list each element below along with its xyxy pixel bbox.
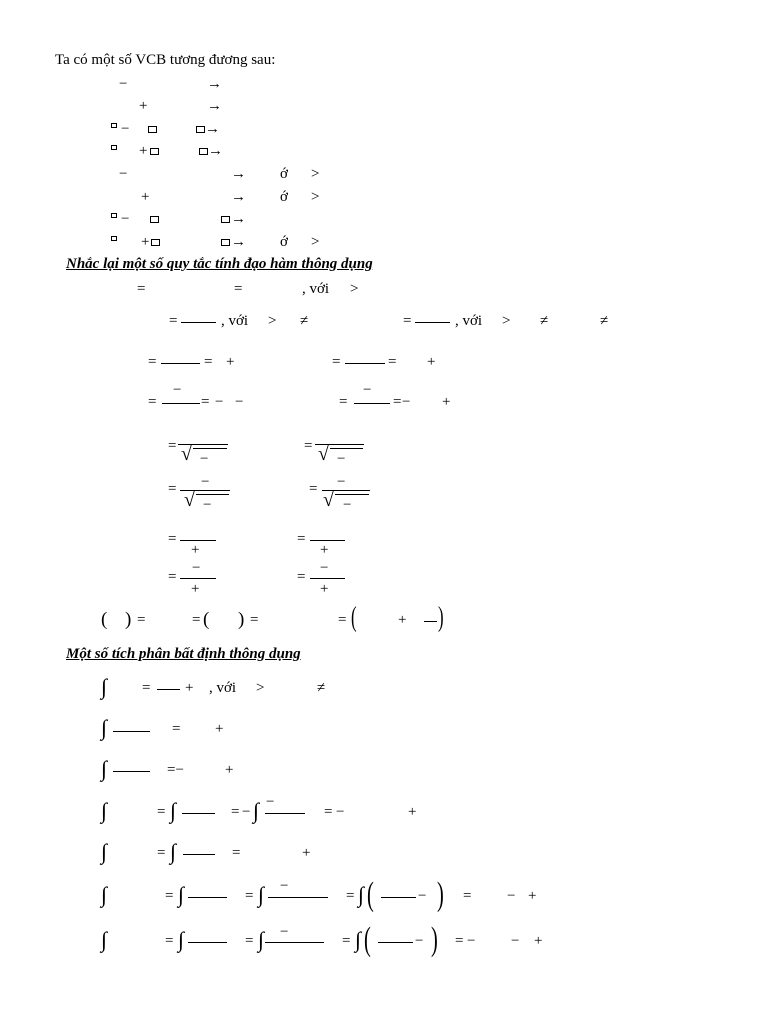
minus-sign: − [507,888,516,904]
minus-sign: − [363,382,372,398]
minus-sign: − [337,451,346,467]
integral-sign: ∫ [101,839,108,864]
equals-sign: = [304,438,313,454]
fraction-bar [161,363,200,364]
integral-sign: ∫ [101,882,108,907]
plus-sign: + [139,98,148,114]
equals-sign: = [137,281,146,297]
sqrt-sign: √ [323,489,334,511]
fraction-bar [354,403,390,404]
equals-sign: = [324,804,333,820]
plus-sign: + [442,394,451,410]
missing-glyph-box [148,126,157,133]
integral-sign: ∫ [170,798,177,823]
right-paren: ) [238,609,245,630]
equals-sign: = [339,394,348,410]
sqrt-sign: √ [318,443,329,465]
equals-sign: = [297,569,306,585]
fraction-bar [157,689,180,690]
right-paren: ) [125,609,132,630]
equals-sign: = [232,845,241,861]
not-equal-sign: ≠ [300,313,309,329]
equals-sign: = [148,394,157,410]
fraction-bar [188,942,227,943]
integral-sign: ∫ [258,927,265,952]
integral-sign: ∫ [178,882,185,907]
fraction-bar [180,578,216,579]
fraction-bar [381,897,416,898]
condition-text: , với [302,281,330,297]
section-heading-derivatives: Nhắc lại một số quy tắc tính đạo hàm thông dụng [66,256,373,272]
left-paren: ( [364,921,371,958]
plus-sign: + [141,189,150,205]
equals-sign: = [393,394,402,410]
minus-sign: − [173,382,182,398]
sqrt-sign: √ [181,443,192,465]
text-fragment: ớ [280,166,288,182]
fraction-bar [310,578,345,579]
missing-glyph-box [150,148,159,155]
arrow-symbol: → [231,234,246,250]
equals-sign: = [309,481,318,497]
text-fragment: ớ [280,234,288,250]
fraction-bar [188,897,227,898]
left-paren: ( [101,609,108,630]
greater-than-sign: > [350,281,359,297]
minus-sign: − [121,211,130,227]
radical-overline [330,448,363,449]
radical-overline [193,448,227,449]
equals-sign: = [148,354,157,370]
plus-sign: + [408,804,417,820]
equals-sign: = [297,531,306,547]
plus-sign: + [534,933,543,949]
plus-sign: + [141,234,150,250]
missing-glyph-box [221,216,230,223]
minus-sign: − [119,76,128,92]
plus-sign: + [398,612,407,628]
minus-sign: − [418,888,427,904]
integral-sign: ∫ [358,882,365,907]
left-paren: ( [203,609,210,630]
equals-sign: = [463,888,472,904]
plus-sign: + [427,354,436,370]
minus-sign: − [119,166,128,182]
equals-sign: = [338,612,347,628]
fraction-bar [183,854,215,855]
greater-than-sign: > [256,680,265,696]
arrow-symbol: → [207,76,222,92]
minus-sign: − [320,560,329,576]
equals-sign: = [332,354,341,370]
minus-sign: − [415,933,424,949]
missing-glyph-box [221,239,230,246]
text-fragment: ớ [280,189,288,205]
minus-sign: − [203,497,212,513]
plus-sign: + [320,542,329,558]
plus-sign: + [215,721,224,737]
fraction-bar [265,813,305,814]
left-paren: ( [367,876,374,913]
missing-glyph-box [111,145,117,150]
equals-sign: = [142,680,151,696]
integral-sign: ∫ [355,927,362,952]
minus-sign: − [266,794,275,810]
minus-sign: − [280,878,289,894]
minus-sign: − [467,933,476,949]
fraction-bar [113,771,150,772]
intro-text: Ta có một số VCB tương đương sau: [55,52,276,68]
integral-sign: ∫ [258,882,265,907]
equals-sign: = [245,888,254,904]
condition-text: , với [455,313,483,329]
not-equal-sign: ≠ [317,680,326,696]
fraction-bar [268,897,328,898]
right-paren: ) [437,876,444,913]
missing-glyph-box [151,239,160,246]
equals-sign: = [165,933,174,949]
missing-glyph-box [150,216,159,223]
fraction-bar [113,731,150,732]
plus-sign: + [528,888,537,904]
plus-sign: + [191,542,200,558]
greater-than-sign: > [268,313,277,329]
arrow-symbol: → [205,121,220,137]
integral-sign: ∫ [253,798,260,823]
equals-sign: = [157,804,166,820]
equals-sign: = [245,933,254,949]
integral-sign: ∫ [101,927,108,952]
minus-sign: − [235,394,244,410]
plus-sign: + [185,680,194,696]
arrow-symbol: → [208,143,223,159]
equals-minus-sign: =− [167,762,184,778]
equals-sign: = [231,804,240,820]
equals-sign: = [172,721,181,737]
fraction-bar [182,813,215,814]
arrow-symbol: → [207,98,222,114]
minus-sign: − [280,924,289,940]
equals-sign: = [192,612,201,628]
minus-sign: − [192,560,201,576]
plus-sign: + [139,143,148,159]
minus-sign: − [511,933,520,949]
equals-sign: = [169,313,178,329]
radical-overline [335,494,369,495]
equals-sign: = [157,845,166,861]
right-paren: ) [431,921,438,958]
minus-sign: − [336,804,345,820]
equals-sign: = [455,933,464,949]
sqrt-sign: √ [184,489,195,511]
plus-sign: + [226,354,235,370]
equals-sign: = [346,888,355,904]
integral-sign: ∫ [101,756,108,781]
not-equal-sign: ≠ [540,313,549,329]
greater-than-sign: > [311,189,320,205]
plus-sign: + [191,581,200,597]
minus-sign: − [121,121,130,137]
equals-sign: = [165,888,174,904]
fraction-bar [378,942,413,943]
integral-sign: ∫ [101,715,108,740]
equals-sign: = [204,354,213,370]
integral-sign: ∫ [101,798,108,823]
missing-glyph-box [199,148,208,155]
minus-sign: − [242,804,251,820]
minus-sign: − [343,497,352,513]
condition-text: , với [209,680,237,696]
equals-sign: = [234,281,243,297]
missing-glyph-box [196,126,205,133]
missing-glyph-box [111,236,117,241]
equals-sign: = [168,481,177,497]
arrow-symbol: → [231,189,246,205]
equals-sign: = [403,313,412,329]
fraction-bar [265,942,324,943]
greater-than-sign: > [502,313,511,329]
equals-sign: = [388,354,397,370]
equals-sign: = [201,394,210,410]
integral-sign: ∫ [101,674,108,699]
left-paren: ( [351,602,357,633]
equals-sign: = [168,531,177,547]
integral-sign: ∫ [178,927,185,952]
fraction-bar [162,403,200,404]
fraction-bar [181,322,216,323]
minus-sign: − [402,394,411,410]
plus-sign: + [225,762,234,778]
right-paren: ) [438,602,444,633]
equals-sign: = [250,612,259,628]
equals-sign: = [168,438,177,454]
integral-sign: ∫ [170,839,177,864]
equals-sign: = [137,612,146,628]
minus-sign: − [201,474,210,490]
greater-than-sign: > [311,166,320,182]
minus-sign: − [215,394,224,410]
minus-sign: − [337,474,346,490]
not-equal-sign: ≠ [600,313,609,329]
arrow-symbol: → [231,211,246,227]
missing-glyph-box [111,213,117,218]
fraction-bar [345,363,385,364]
fraction-bar [415,322,450,323]
equals-sign: = [342,933,351,949]
radical-overline [196,494,229,495]
missing-glyph-box [111,123,117,128]
equals-sign: = [168,569,177,585]
plus-sign: + [320,581,329,597]
plus-sign: + [302,845,311,861]
condition-text: , với [221,313,249,329]
greater-than-sign: > [311,234,320,250]
fraction-bar [424,621,437,622]
arrow-symbol: → [231,166,246,182]
minus-sign: − [200,451,209,467]
section-heading-integrals: Một số tích phân bất định thông dụng [66,646,301,662]
